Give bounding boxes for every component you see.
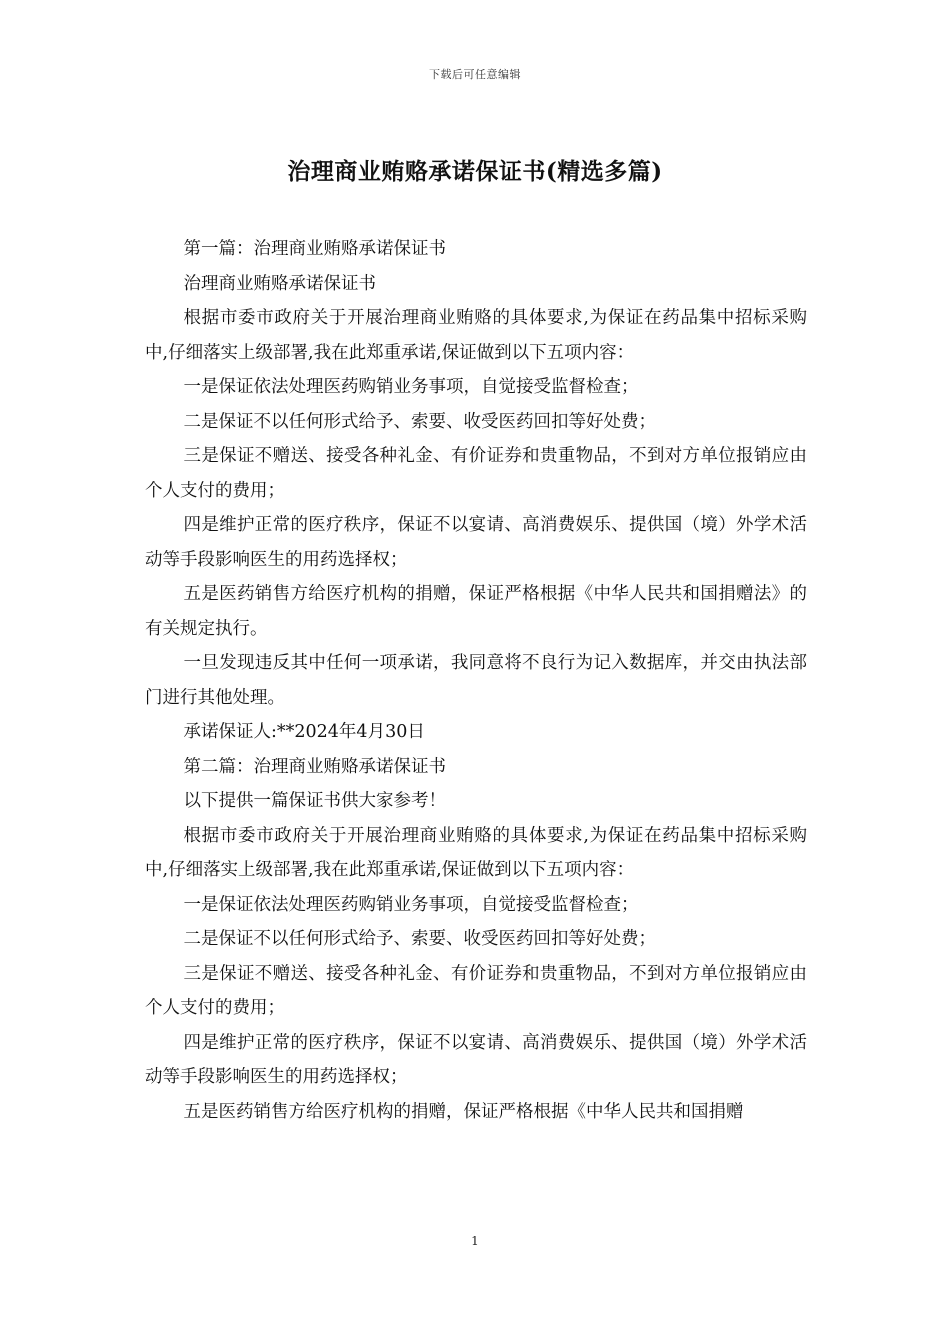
paragraph: 一旦发现违反其中任何一项承诺，我同意将不良行为记入数据库，并交由执法部门进行其他处理。	[145, 653, 807, 708]
paragraph: 三是保证不赠送、接受各种礼金、有价证券和贵重物品，不到对方单位报销应由个人支付的费用；	[145, 446, 807, 501]
signature-line: 承诺保证人:**2024年4月30日	[183, 722, 425, 742]
paragraph: 五是医药销售方给医疗机构的捐赠，保证严格根据《中华人民共和国捐赠	[183, 1101, 744, 1122]
paragraph: 二是保证不以任何形式给予、索要、收受医药回扣等好处费；	[183, 411, 656, 432]
paragraph: 根据市委市政府关于开展治理商业贿赂的具体要求,为保证在药品集中招标采购中,仔细落实上级部署,我在此郑重承诺,保证做到以下五项内容：	[145, 825, 807, 880]
paragraph: 三是保证不赠送、接受各种礼金、有价证券和贵重物品，不到对方单位报销应由个人支付的费用；	[145, 963, 807, 1018]
paragraph: 五是医药销售方给医疗机构的捐赠，保证严格根据《中华人民共和国捐赠法》的有关规定执行。	[145, 584, 807, 639]
paragraph: 根据市委市政府关于开展治理商业贿赂的具体要求,为保证在药品集中招标采购中,仔细落实上级部署,我在此郑重承诺,保证做到以下五项内容：	[145, 308, 807, 363]
paragraph: 第一篇：治理商业贿赂承诺保证书	[183, 239, 446, 259]
paragraph: 以下提供一篇保证书供大家参考！	[183, 791, 446, 811]
paragraph: 四是维护正常的医疗秩序，保证不以宴请、高消费娱乐、提供国（境）外学术活动等手段影响医生的用药选择权；	[145, 515, 807, 570]
paragraph: 治理商业贿赂承诺保证书	[183, 273, 376, 294]
document-title: 治理商业贿赂承诺保证书(精选多篇)	[287, 158, 663, 185]
paragraph: 第二篇：治理商业贿赂承诺保证书	[183, 756, 446, 777]
paragraph: 二是保证不以任何形式给予、索要、收受医药回扣等好处费；	[183, 929, 656, 949]
paragraph: 一是保证依法处理医药购销业务事项，自觉接受监督检查；	[183, 894, 639, 915]
paragraph: 四是维护正常的医疗秩序，保证不以宴请、高消费娱乐、提供国（境）外学术活动等手段影响医生的用药选择权；	[145, 1032, 807, 1087]
header-note: 下载后可任意编辑	[429, 68, 521, 81]
page-number: 1	[471, 1234, 479, 1248]
paragraph: 一是保证依法处理医药购销业务事项，自觉接受监督检查；	[183, 377, 639, 397]
document-body	[145, 232, 807, 1129]
